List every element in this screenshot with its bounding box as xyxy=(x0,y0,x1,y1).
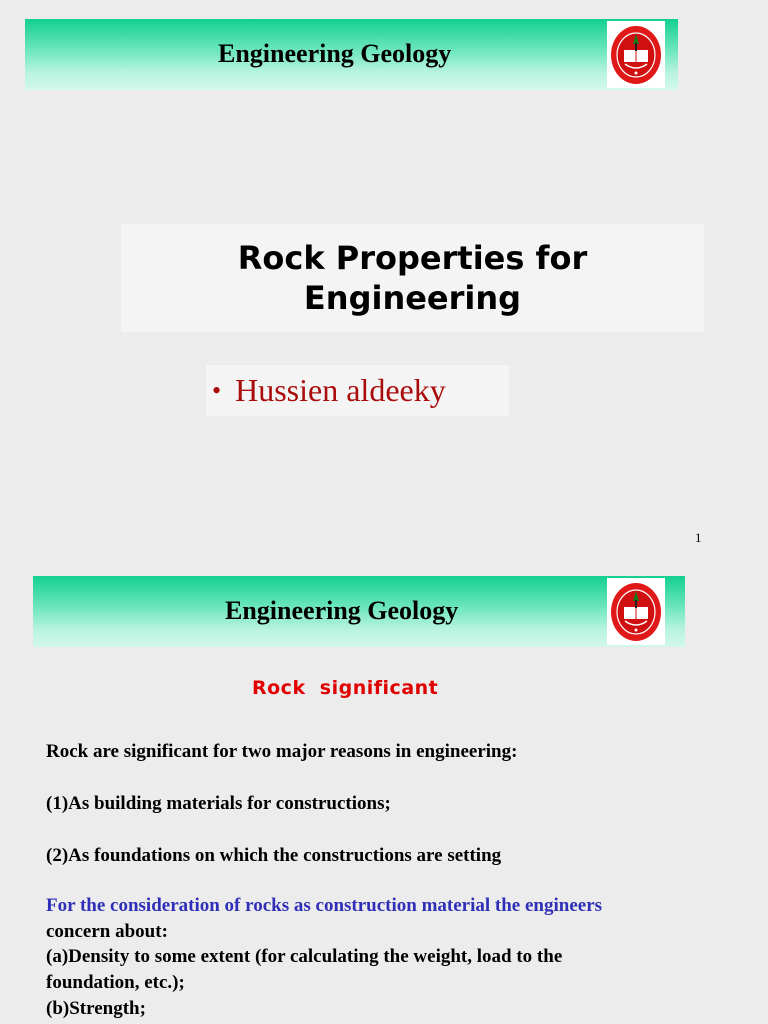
item-a-line-1: (a)Density to some extent (for calculating the weight, load to the xyxy=(46,946,563,967)
slide2-header-title: Engineering Geology xyxy=(225,596,459,625)
slide1-university-seal-icon xyxy=(607,21,665,88)
consideration-line: For the consideration of rocks as construction material the engineers xyxy=(46,895,603,916)
presentation-title-box xyxy=(121,224,704,332)
reason-1-line: (1)As building materials for constructions; xyxy=(46,793,391,814)
item-b-line: (b)Strength; xyxy=(46,998,146,1019)
intro-line: Rock are significant for two major reasons in engineering: xyxy=(46,741,518,762)
presentation-title: Rock Properties for Engineering xyxy=(237,239,588,317)
slide1-header-bar xyxy=(25,19,678,90)
concern-line: concern about: xyxy=(46,921,168,942)
author-name: Hussien aldeeky xyxy=(235,372,446,408)
reason-2-line: (2)As foundations on which the constructions are setting xyxy=(46,845,502,866)
slide1-header-title: Engineering Geology xyxy=(218,39,452,68)
page-number: 1 xyxy=(695,530,702,545)
section-heading: Rock significant xyxy=(252,677,439,699)
author-box xyxy=(206,365,509,416)
item-a-line-2: foundation, etc.); xyxy=(46,972,185,993)
author-bullet: • xyxy=(212,375,222,405)
slide2-header-bar xyxy=(33,576,685,647)
slide2-university-seal-icon xyxy=(607,578,665,645)
